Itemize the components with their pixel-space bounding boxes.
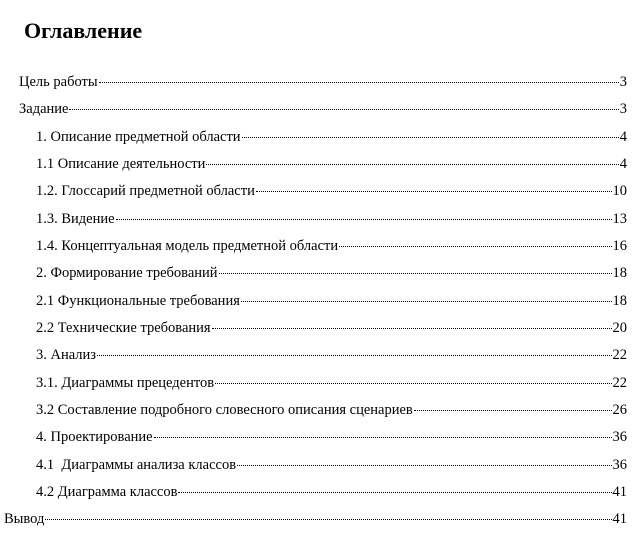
- toc-entry-page: 20: [612, 320, 627, 336]
- toc-entry-page: 4: [619, 156, 627, 172]
- toc-entry-label: 1. Описание предметной области: [36, 129, 241, 145]
- dot-leader: [206, 164, 618, 165]
- dot-leader: [215, 383, 611, 384]
- toc-entry[interactable]: [36, 182, 627, 200]
- dot-leader: [116, 219, 612, 220]
- toc-entry-page: 36: [612, 457, 627, 473]
- toc-entry[interactable]: [36, 155, 627, 173]
- toc-entry[interactable]: [36, 401, 627, 419]
- dot-leader: [241, 301, 612, 302]
- dot-leader: [256, 191, 612, 192]
- toc-entry-label: 4.1 Диаграммы анализа классов: [36, 457, 237, 473]
- toc-entry[interactable]: [36, 210, 627, 228]
- toc-entry[interactable]: [36, 483, 627, 501]
- toc-entry[interactable]: [36, 346, 627, 364]
- dot-leader: [237, 465, 611, 466]
- toc-entry-page: 4: [619, 129, 627, 145]
- toc-entry-page: 41: [612, 484, 627, 500]
- toc-entry-page: 18: [612, 293, 627, 309]
- page-title: Оглавление: [24, 18, 143, 43]
- dot-leader: [99, 82, 619, 83]
- toc-entry[interactable]: [19, 100, 627, 118]
- dot-leader: [45, 519, 611, 520]
- toc-entry[interactable]: [36, 456, 627, 474]
- toc-entry-label: 3. Анализ: [36, 347, 97, 363]
- toc-entry[interactable]: [36, 237, 627, 255]
- toc-entry-label: 1.1 Описание деятельности: [36, 156, 206, 172]
- toc-entry-page: 18: [612, 265, 627, 281]
- toc-entry-page: 26: [612, 402, 627, 418]
- dot-leader: [414, 410, 612, 411]
- toc-entry-page: 22: [612, 347, 627, 363]
- dot-leader: [212, 328, 612, 329]
- toc-entry[interactable]: [36, 374, 627, 392]
- dot-leader: [178, 492, 611, 493]
- toc-entry-page: 3: [619, 74, 627, 90]
- toc-entry[interactable]: [36, 128, 627, 146]
- toc-entry-page: 3: [619, 101, 627, 117]
- dot-leader: [69, 109, 618, 110]
- toc-entry-label: 1.2. Глоссарий предметной области: [36, 183, 255, 199]
- toc-entry-page: 22: [612, 375, 627, 391]
- toc-entry[interactable]: [36, 428, 627, 446]
- toc-entry-page: 16: [612, 238, 627, 254]
- toc-entry-label: 1.4. Концептуальная модель предметной области: [36, 238, 339, 254]
- toc-entry-page: 10: [612, 183, 627, 199]
- toc-entry-page: 36: [612, 429, 627, 445]
- toc-entry[interactable]: [36, 319, 627, 337]
- toc-entry-page: 13: [612, 211, 627, 227]
- toc-entry-label: 3.1. Диаграммы прецедентов: [36, 375, 215, 391]
- toc-entry[interactable]: [4, 510, 627, 528]
- toc-entry-page: 41: [612, 511, 627, 527]
- dot-leader: [219, 273, 612, 274]
- toc-entry-label: 4. Проектирование: [36, 429, 153, 445]
- toc-entry-label: Вывод: [4, 511, 45, 527]
- toc-entry-label: 3.2 Составление подробного словесного описания сценариев: [36, 402, 413, 418]
- toc-entry-label: 4.2 Диаграмма классов: [36, 484, 178, 500]
- toc-entry-label: 1.3. Видение: [36, 211, 115, 227]
- toc-entry[interactable]: [36, 292, 627, 310]
- toc-entry-label: 2. Формирование требований: [36, 265, 218, 281]
- toc-entry-label: Задание: [19, 101, 69, 117]
- dot-leader: [242, 137, 619, 138]
- toc-entry-label: 2.2 Технические требования: [36, 320, 211, 336]
- toc-entry[interactable]: [19, 73, 627, 91]
- toc-entry-label: Цель работы: [19, 74, 98, 90]
- dot-leader: [154, 437, 612, 438]
- toc-entry[interactable]: [36, 264, 627, 282]
- dot-leader: [97, 355, 611, 356]
- dot-leader: [339, 246, 611, 247]
- toc-entry-label: 2.1 Функциональные требования: [36, 293, 240, 309]
